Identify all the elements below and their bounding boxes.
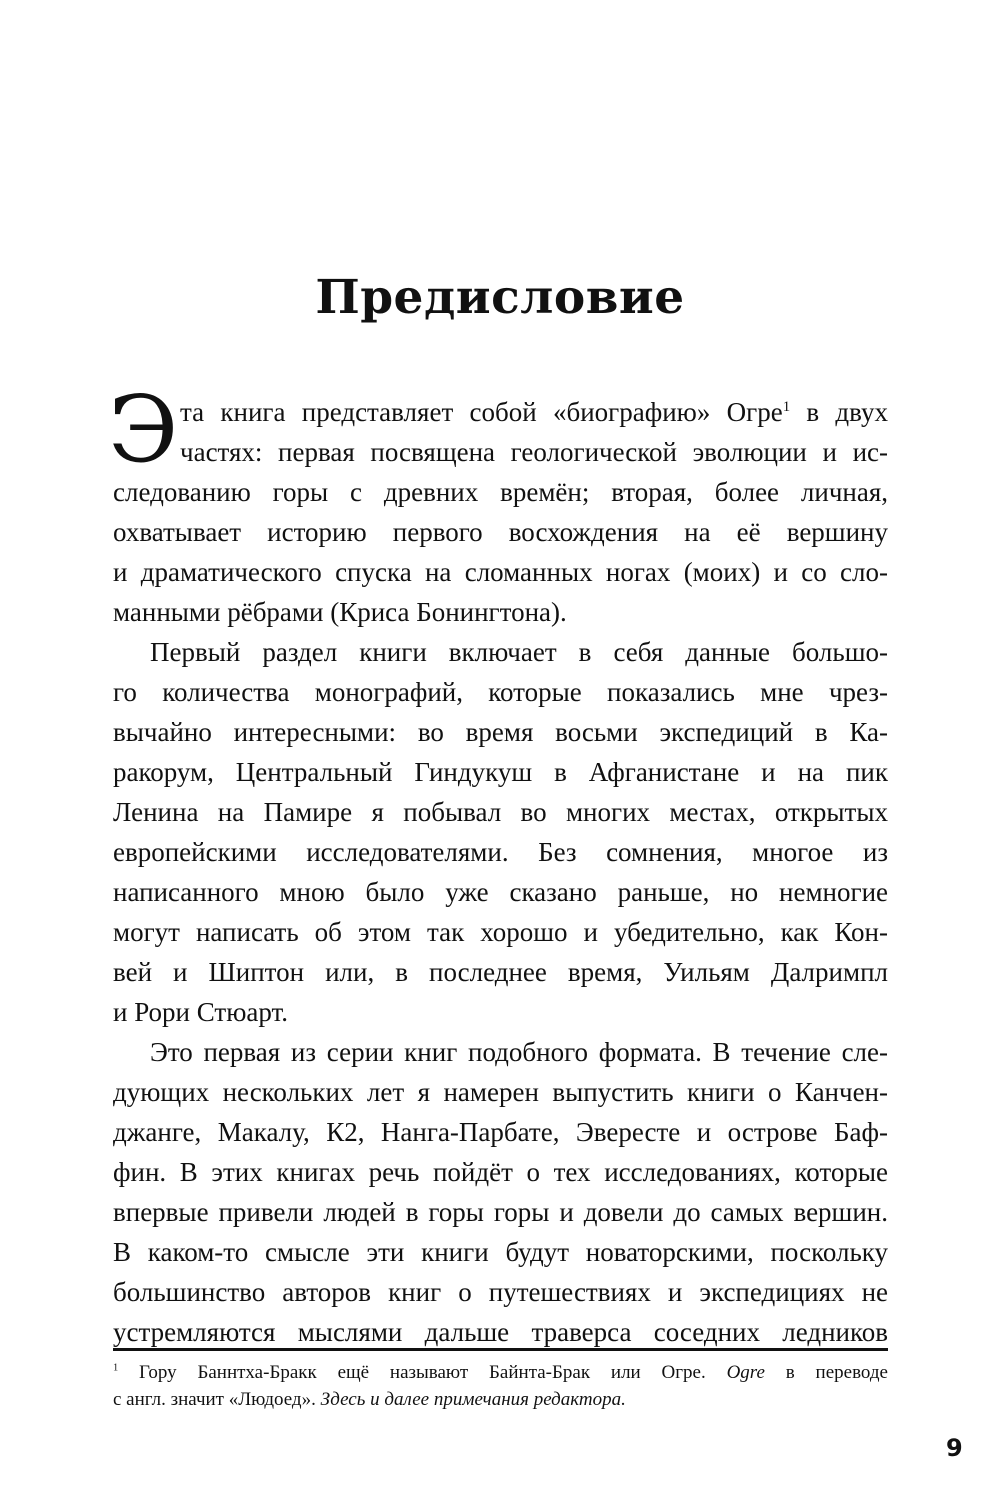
text-run: с англ. значит «Людоед». bbox=[113, 1389, 321, 1410]
paragraph-3-line-8: устремляются мыслями дальше траверса соседних ледников bbox=[113, 1317, 888, 1347]
paragraph-2-line-5: Ленина на Памире я побывал во многих местах, открытых bbox=[113, 797, 888, 827]
paragraph-2-line-10: и Рори Стюарт. bbox=[113, 997, 289, 1027]
drop-cap-letter: Э bbox=[108, 376, 179, 483]
footnote-marker: 1 bbox=[113, 1362, 119, 1374]
paragraph-1-line-2: частях: первая посвящена геологической эволюции и ис- bbox=[180, 437, 888, 467]
paragraph-3-line-7: большинство авторов книг о путешествиях и экспедициях не bbox=[113, 1277, 888, 1307]
paragraph-2-line-9: вей и Шиптон или, в последнее время, Уильям Далримпл bbox=[113, 957, 888, 987]
text-run: в двух bbox=[790, 397, 888, 427]
footnote-separator bbox=[113, 1348, 888, 1351]
paragraph-1-line-5: и драматического спуска на сломанных ногах (моих) и со сло- bbox=[113, 557, 888, 587]
paragraph-3-line-2: дующих нескольких лет я намерен выпустить книги о Канчен- bbox=[113, 1077, 888, 1107]
footnote-reference: 1 bbox=[782, 399, 791, 415]
paragraph-1-line-4: охватывает историю первого восхождения на её вершину bbox=[113, 517, 888, 547]
paragraph-2-line-6: европейскими исследователями. Без сомнения, многое из bbox=[113, 837, 888, 867]
text-run: Гору Баннтха-Бракк ещё называют Байнта-Брак или Огре. bbox=[118, 1362, 727, 1383]
footnote-line-2 bbox=[113, 1387, 888, 1413]
paragraph-1-line-1 bbox=[180, 392, 888, 432]
paragraph-2-line-4: ракорум, Центральный Гиндукуш в Афганистане и на пик bbox=[113, 757, 888, 787]
paragraph-2-line-7: написанного мною было уже сказано раньше, но немногие bbox=[113, 877, 888, 907]
text-run: та книга представляет собой «биографию» Огре bbox=[180, 397, 783, 427]
paragraph-3-line-5: впервые привели людей в горы горы и довели до самых вершин. bbox=[113, 1197, 888, 1227]
paragraph-2-line-2: го количества монографий, которые показались мне чрез- bbox=[113, 677, 888, 707]
italic-term: Ogre bbox=[726, 1362, 765, 1383]
paragraph-3-line-3: джанге, Макалу, К2, Нанга-Парбате, Эвересте и острове Баф- bbox=[113, 1117, 888, 1147]
chapter-title: Предисловие bbox=[315, 270, 685, 325]
italic-editor-note: Здесь и далее примечания редактора. bbox=[320, 1389, 626, 1410]
paragraph-1-line-3: следованию горы с древних времён; вторая, более личная, bbox=[113, 477, 888, 507]
text-run: в переводе bbox=[764, 1362, 888, 1383]
paragraph-2-line-8: могут написать об этом так хорошо и убедительно, как Кон- bbox=[113, 917, 888, 947]
paragraph-1-line-6: манными рёбрами (Криса Бонингтона). bbox=[113, 597, 567, 627]
paragraph-3-line-1: Это первая из серии книг подобного формата. В течение сле- bbox=[150, 1037, 888, 1067]
paragraph-3-line-4: фин. В этих книгах речь пойдёт о тех исследованиях, которые bbox=[113, 1157, 888, 1187]
paragraph-2-line-1: Первый раздел книги включает в себя данные большо- bbox=[150, 637, 888, 667]
page-number: 9 bbox=[946, 1434, 963, 1462]
footnote-line-1 bbox=[113, 1360, 888, 1386]
paragraph-2-line-3: вычайно интересными: во время восьми экспедиций в Ка- bbox=[113, 717, 888, 747]
paragraph-3-line-6: В каком-то смысле эти книги будут новаторскими, поскольку bbox=[113, 1237, 888, 1267]
